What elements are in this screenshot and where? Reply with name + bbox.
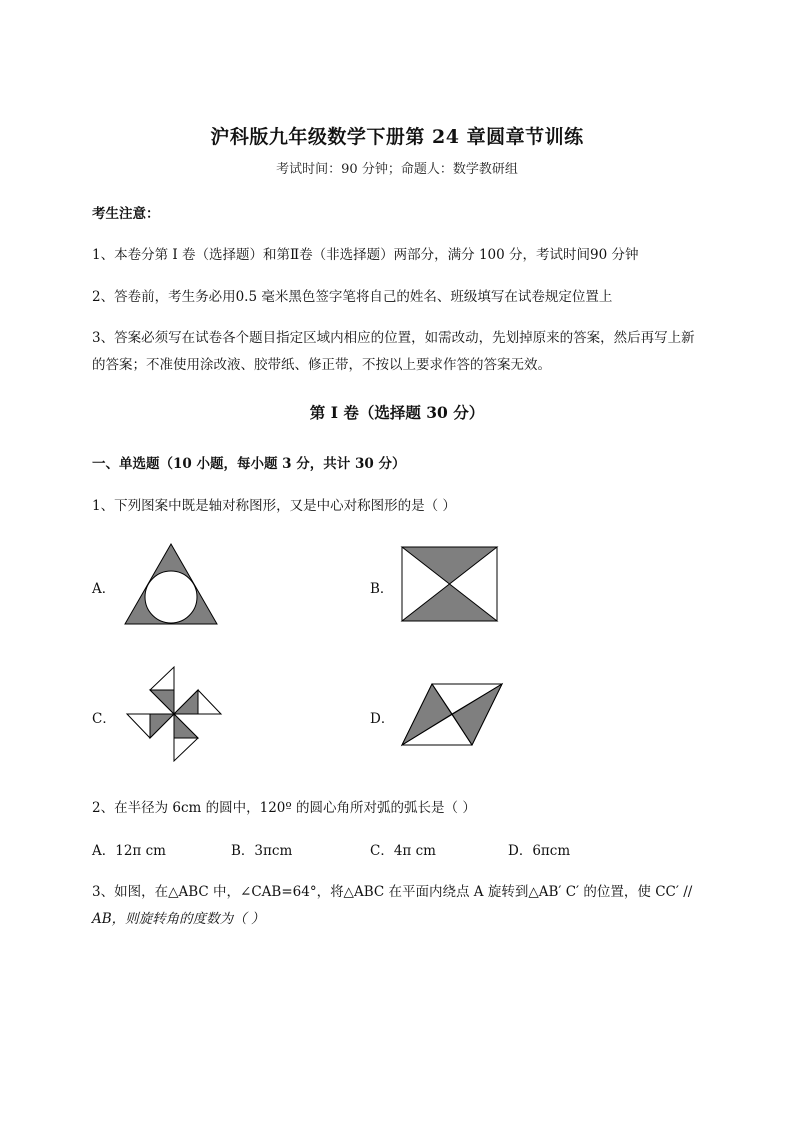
question-3-line-1: 3、如图，在△ABC 中，∠CAB=64°，将△ABC 在平面内绕点 A 旋转到△AB′ C′ 的位置，使 CC′ //: [92, 884, 693, 900]
notice-item-2: 2、答卷前，考生务必用0.5 毫米黑色签字笔将自己的姓名、班级填写在试卷规定位置上: [92, 289, 613, 305]
q1-option-c-label: C．: [92, 711, 116, 727]
q2-choice-d: D．6πcm: [508, 843, 571, 859]
page-title: 沪科版九年级数学下册第 24 章圆章节训练: [210, 126, 584, 148]
question-1-stem: 1、下列图案中既是轴对称图形，又是中心对称图形的是（ ）: [92, 498, 456, 514]
q1-option-d-figure: [400, 682, 506, 748]
notice-item-1: 1、本卷分第 I 卷（选择题）和第Ⅱ卷（非选择题）两部分，满分 100 分，考试时间90 分钟: [92, 247, 639, 263]
question-3-line-2: AB，则旋转角的度数为（ ）: [92, 911, 265, 927]
notice-heading: 考生注意：: [92, 206, 160, 222]
inscribed-circle: [145, 571, 197, 623]
q1-option-b-figure: [400, 545, 500, 623]
exam-info: 考试时间：90 分钟；命题人：数学教研组: [276, 162, 518, 177]
part-heading: 一、单选题（10 小题，每小题 3 分，共计 30 分）: [92, 456, 406, 472]
pinwheel-blade-bottom-shade: [174, 714, 198, 738]
pinwheel-blade-left-shade: [150, 714, 174, 738]
pinwheel-blade-right-shade: [174, 690, 198, 714]
section-title: 第 I 卷（选择题 30 分）: [309, 403, 485, 422]
question-2-stem: 2、在半径为 6cm 的圆中，120º 的圆心角所对弧的弧长是（ ）: [92, 800, 476, 816]
q1-option-d-label: D．: [370, 711, 395, 727]
q2-choice-a: A．12π cm: [92, 843, 166, 859]
q1-option-a-label: A．: [92, 581, 116, 597]
q2-choice-b: B．3πcm: [231, 843, 293, 859]
notice-item-3-line-1: 3、答案必须写在试卷各个题目指定区域内相应的位置，如需改动，先划掉原来的答案，然后再写上新: [92, 330, 695, 346]
q2-choice-c: C．4π cm: [370, 843, 436, 859]
q1-option-c-figure: [124, 664, 224, 764]
pinwheel-blade-top-shade: [150, 690, 174, 714]
notice-item-3-line-2: 的答案；不准使用涂改液、胶带纸、修正带，不按以上要求作答的答案无效。: [92, 357, 551, 373]
q1-option-b-label: B．: [370, 581, 394, 597]
q1-option-a-figure: [122, 542, 220, 628]
